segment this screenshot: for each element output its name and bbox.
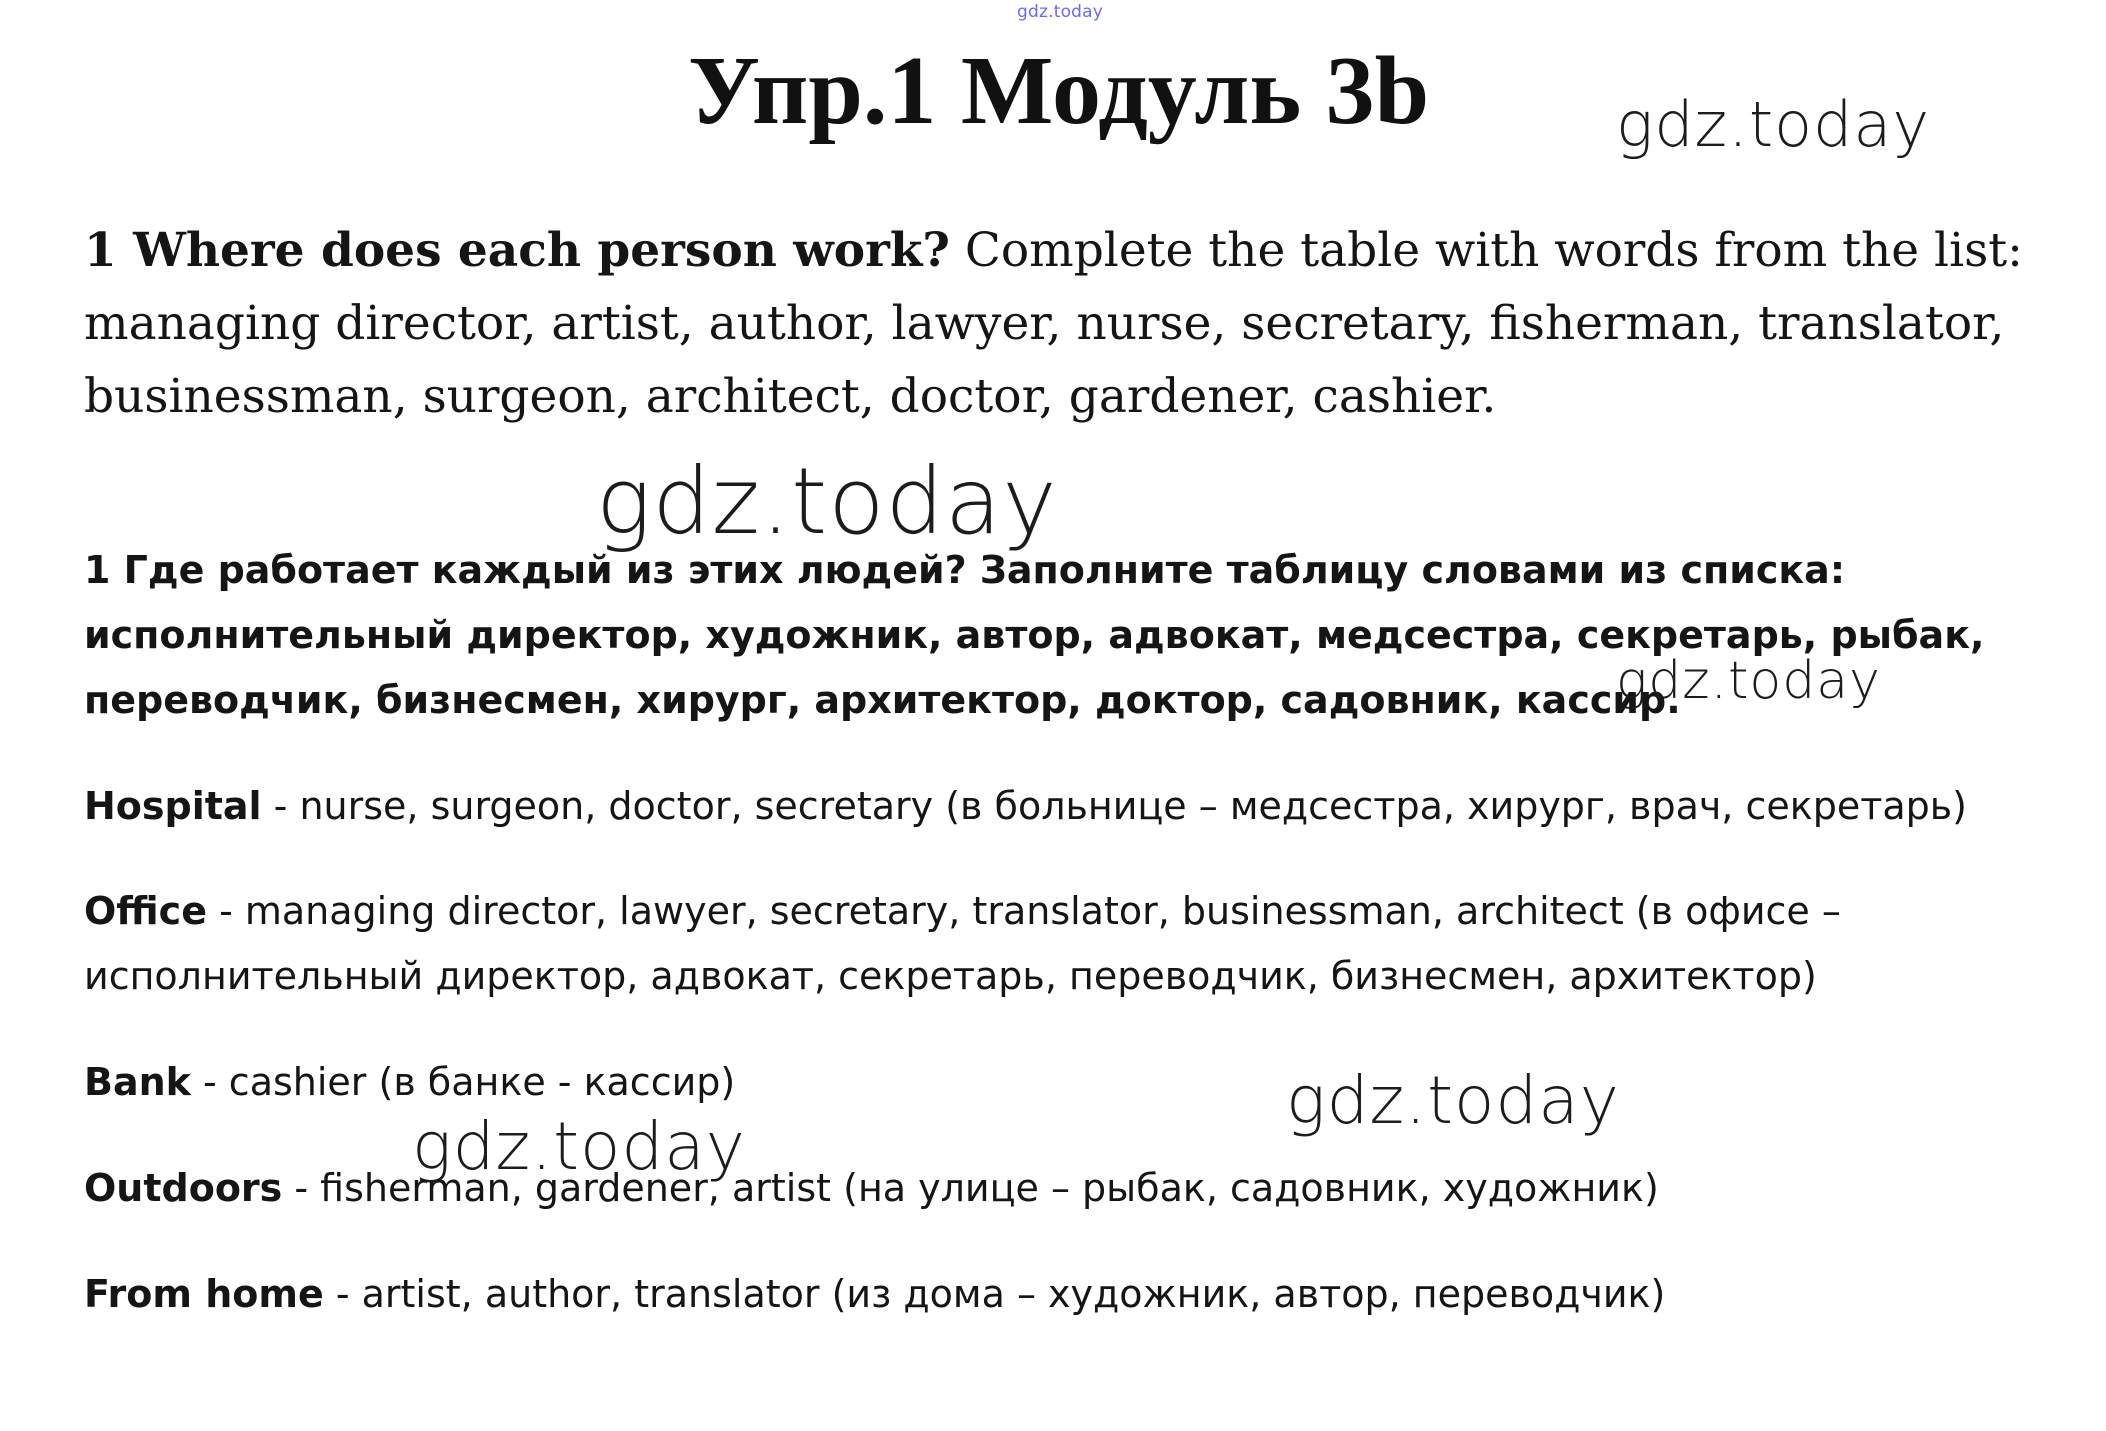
task-english <box>84 214 2044 433</box>
watermark: gdz.today <box>1616 88 1931 161</box>
answer-label: Office <box>84 889 207 933</box>
watermark: gdz.today <box>596 448 1058 555</box>
task-instruction: Complete the table with words from the list: managing director, artist, author, lawyer, nurse, secretary, fisherman, translator, businessman, surgeon, architect, doctor, gardener, cashier. <box>84 223 2023 424</box>
answer-label: Outdoors <box>84 1166 283 1210</box>
answer-text: - fisherman, gardener, artist (на улице – рыбак, садовник, художник) <box>282 1166 1659 1210</box>
task-russian: 1 Где работает каждый из этих людей? Заполните таблицу словами из списка: исполнительный директор, художник, автор, адвокат, медсестра, секретарь, рыбак, переводчик, бизнесмен, хирург, архитектор, доктор, садовник, кассир. <box>84 548 1985 722</box>
answer-text: - managing director, lawyer, secretary, translator, businessman, architect (в офисе – исполнительный директор, адвокат, секретарь, переводчик, бизнесмен, архитектор) <box>84 889 1841 998</box>
answer-from-home <box>84 1262 2044 1327</box>
top-watermark: gdz.today <box>1017 2 1104 22</box>
answer-outdoors <box>84 1156 2044 1221</box>
answer-text: - cashier (в банке - кассир) <box>190 1060 736 1104</box>
answer-text: - nurse, surgeon, doctor, secretary (в больнице – медсестра, хирург, врач, секретарь) <box>261 784 1967 828</box>
answer-text: - artist, author, translator (из дома – художник, автор, переводчик) <box>323 1272 1666 1316</box>
answer-office <box>84 879 2044 1009</box>
answer-hospital <box>84 774 2044 839</box>
answer-label: From home <box>84 1272 324 1316</box>
page-title: Упр.1 Модуль 3b <box>688 37 1430 145</box>
answer-label: Bank <box>84 1060 191 1104</box>
watermark: gdz.today <box>1286 1062 1620 1139</box>
task-question: 1 Where does each person work? <box>84 223 950 278</box>
watermark: gdz.today <box>412 1108 746 1185</box>
watermark: gdz.today <box>1616 651 1881 711</box>
answer-label: Hospital <box>84 784 262 828</box>
answer-bank <box>84 1050 2044 1115</box>
